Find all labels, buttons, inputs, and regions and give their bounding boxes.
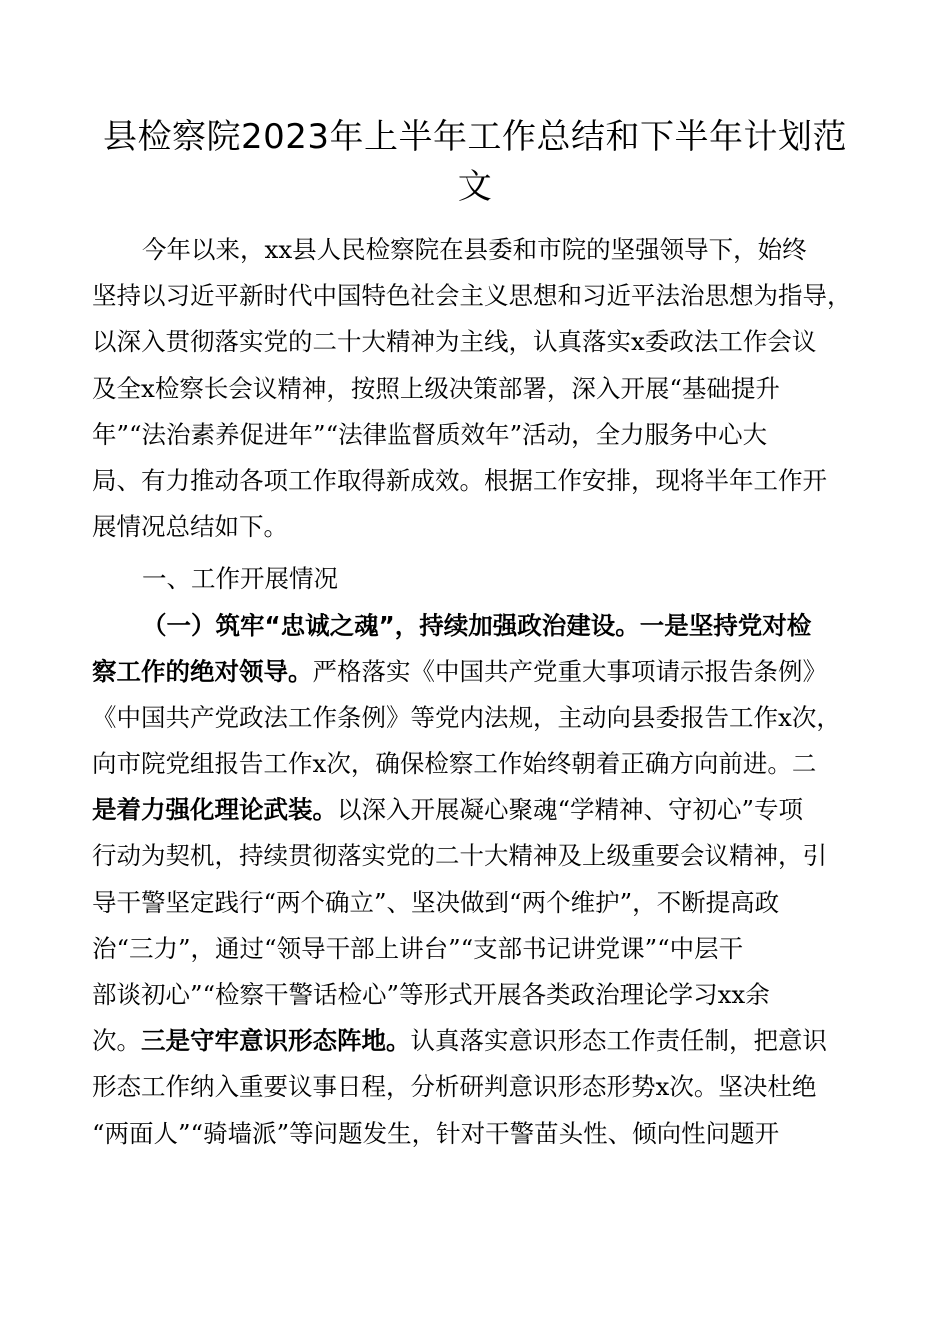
paragraph-line	[92, 603, 867, 649]
bold-lead: （一）筑牢“忠诚之魂”，持续加强政治建设。一是坚持党对检	[142, 610, 812, 640]
title-line-1: 县检察院2023年上半年工作总结和下半年计划范	[102, 117, 848, 157]
intro-line: 展情况总结如下。	[92, 512, 288, 542]
paragraph-line: 治“三力”，通过“领导干部上讲台”“支部书记讲党课”“中层干	[92, 933, 744, 963]
paragraph-text: 严格落实《中国共产党重大事项请示报告条例》	[312, 656, 827, 686]
paragraph-line: “两面人”“骑墙派”等问题发生，针对干警苗头性、倾向性问题开	[92, 1118, 780, 1148]
bold-lead: 察工作的绝对领导。	[92, 656, 313, 686]
intro-line: 以深入贯彻落实党的二十大精神为主线，认真落实x委政法工作会议	[92, 327, 817, 357]
paragraph-text: 认真落实意识形态工作责任制，把意识	[410, 1026, 827, 1056]
bold-lead: 三是守牢意识形态阵地。	[141, 1026, 411, 1056]
intro-line: 坚持以习近平新时代中国特色社会主义思想和习近平法治思想为指导，	[92, 281, 852, 311]
intro-line: 今年以来，xx县人民检察院在县委和市院的坚强领导下，始终	[142, 235, 807, 264]
document-body	[92, 227, 867, 1157]
section-heading: 一、工作开展情况	[142, 564, 338, 594]
paragraph-line	[92, 1018, 867, 1064]
title-line-2: 文	[457, 167, 493, 207]
paragraph-text: 以深入开展凝心聚魂“学精神、守初心”专项	[337, 795, 804, 825]
bold-lead: 是着力强化理论武装。	[92, 795, 337, 825]
document-title	[95, 112, 855, 212]
intro-line: 及全x检察长会议精神，按照上级决策部署，深入开展“基础提升	[92, 373, 780, 403]
paragraph-text: 次。	[92, 1026, 141, 1056]
paragraph-line	[92, 787, 867, 833]
intro-line: 年”“法治素养促进年”“法律监督质效年”活动，全力服务中心大	[92, 419, 768, 449]
paragraph-line: 行动为契机，持续贯彻落实党的二十大精神及上级重要会议精神，引	[92, 841, 827, 871]
paragraph-line: 向市院党组报告工作x次，确保检察工作始终朝着正确方向前进。二	[92, 749, 817, 779]
paragraph-line: 《中国共产党政法工作条例》等党内法规，主动向县委报告工作x次，	[92, 702, 841, 732]
paragraph-line	[92, 649, 867, 695]
paragraph-line: 部谈初心”“检察干警话检心”等形式开展各类政治理论学习xx余	[92, 980, 770, 1009]
paragraph-line: 导干警坚定践行“两个确立”、坚决做到“两个维护”，不断提高政	[92, 887, 780, 917]
paragraph-line: 形态工作纳入重要议事日程，分析研判意识形态形势x次。坚决杜绝	[92, 1072, 817, 1102]
intro-line: 局、有力推动各项工作取得新成效。根据工作安排，现将半年工作开	[92, 465, 827, 495]
